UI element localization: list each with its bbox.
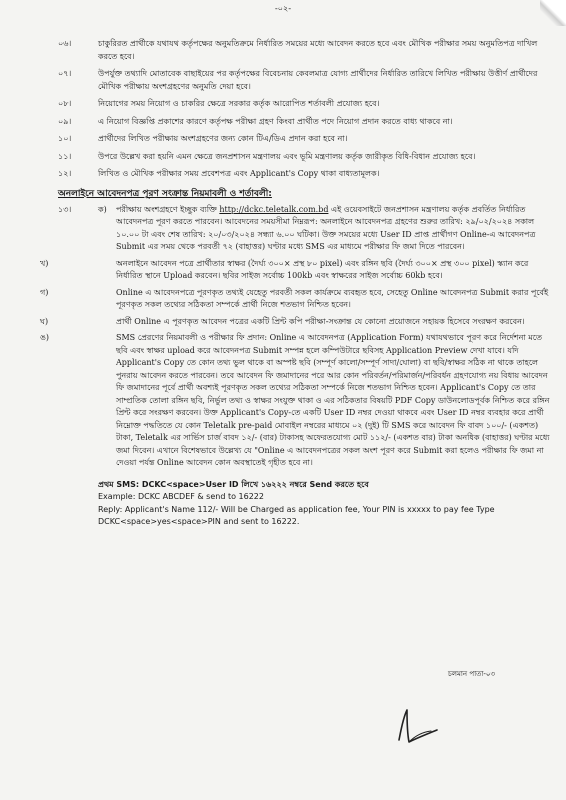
section-heading: অনলাইনে আবেদনপত্র পূরণ সংক্রান্ত নিয়মাবলী ও শর্তাবলী: bbox=[58, 188, 272, 199]
item-number: ১২। bbox=[58, 169, 72, 178]
sub-item-text-part: এই ওয়েবসাইটে জনপ্রশাসন মন্ত্রণালয় কর্তৃক প্রবর্তিত নির্ধারিত আবেদনপত্র পূরণ করতে পারবেন। আবেদনের সময়সীমা নিম্নরূপ: অনলাইনে আবেদনপত্র গ্রহণের শুরুর তারিখ: ২৯/০২/২০২৪ সকাল ১০.০০ টা এবং শেষ তারিখ: ২০/০৩/২০২৪ সন্ধ্যা ৬.০০ ঘটিকা। উক্ত সময়ের মধ্যে User ID প্রাপ্ত প্রার্থীগণ Online-এ আবেদনপত্র Submit এর সময় থেকে পরবর্তী ৭২ (বাহাত্তর) ঘণ্টার মধ্যে SMS এর মাধ্যমে পরীক্ষার ফি জমা দিতে পারবেন। bbox=[116, 204, 536, 251]
section-item bbox=[40, 204, 556, 474]
item-number: ০৮। bbox=[58, 99, 72, 108]
item-number: ০৯। bbox=[58, 116, 72, 126]
list-item bbox=[58, 116, 556, 129]
sub-item bbox=[40, 316, 556, 329]
sub-item-marker: ক) bbox=[98, 204, 107, 214]
item-text: উপর্যুক্ত তথ্যাদি মোতাবেক বাছাইয়ের পর কর্তৃপক্ষের বিবেচনায় কেবলমাত্র যোগ্য প্রার্থীদের নির্ধারিত তারিখে লিখিত পরীক্ষায় উত্তীর্ণ প্রার্থীদের মৌখিক পরীক্ষায় অংশগ্রহণের অনুমতি দেয়া হবে। bbox=[98, 69, 538, 91]
list-item bbox=[58, 38, 556, 63]
first-sms-instruction: প্রথম SMS: DCKC<space>User ID লিখে ১৬২২২ নম্বরে Send করতে হবে bbox=[98, 479, 369, 489]
sub-item-marker: ঙ) bbox=[40, 333, 49, 342]
sub-item-marker: ঘ) bbox=[40, 316, 49, 326]
sms-example: Example: DCKC ABCDEF & send to 16222 bbox=[98, 492, 264, 501]
sms-reply: Reply: Applicant's Name 112/- Will be Charged as application fee, Your PIN is xxxxx to pay fee Type DCKC<space>yes<space>PIN and sent to 16222. bbox=[98, 504, 495, 526]
sub-item-text: SMS প্রেরণের নিয়মাবলী ও পরীক্ষার ফি প্রদান: Online এ আবেদনপত্র (Application Form) যথাযথভাবে পূরণ করে নির্দেশনা মতে ছবি এবং স্বাক্ষর upload করে আবেদনপত্র Submit সম্পন্ন হলে কম্পিউটারে ছবিসহ Application Preview দেখা যাবে। যদি Applicant's Copy তে কোন তথ্য ভুল থাকে বা অস্পষ্ট ছবি (সম্পূর্ণ কালো/সম্পূর্ণ সাদা/ঘোলা) বা ছবি/স্বাক্ষর সঠিক না থাকে তাহলে পুনরায় আবেদন করতে পারবেন। তবে আবেদন ফি জমাদানের পরে আর কোন পরিবর্তন/পরিমার্জন/পরিবর্ধন গ্রহণযোগ্য নয় বিধায় আবেদন ফি জমাদানের পূর্বে প্রার্থী অবশ্যই পূরণকৃত সকল তথ্যের সঠিকতা সম্পর্কে নিজে শতভাগ নিশ্চিত হবেন। Applicant's Copy তে তার সাম্প্রতিক তোলা রঙ্গিন ছবি, নির্ভুল তথ্য ও স্বাক্ষর সংযুক্ত থাকা ও এর সঠিকতার বিষয়টি PDF Copy ডাউনলোডপূর্বক নিশ্চিত করে রঙ্গিন প্রিন্ট করে সংরক্ষণ করবেন। উক্ত Applicant's Copy-তে একটি User ID নম্বর দেওয়া থাকবে এবং User ID নম্বর ব্যবহার করে প্রার্থী নিম্নোক্ত পদ্ধতিতে যে কোন Teletalk pre-paid মোবাইল নম্বরের মাধ্যমে ০২ (দুই) টি SMS করে আবেদন ফি বাবদ ১০০/- (একশত) টাকা, Teletalk এর সার্ভিস চার্জ বাবদ ১২/- (বার) টাকাসহ অফেরতযোগ্য মোট ১১২/- (একশত বার) টাকা অনধিক (বাহাত্তর) ঘণ্টার মধ্যে জমা দিবেন। এখানে বিশেষভাবে উল্লেখ্য যে "Online এ আবেদনপত্রের সকল অংশ পূরণ করে Submit করা হলেও পরীক্ষার ফি জমা না দেওয়া পর্যন্ত Online আবেদন কোন অবস্থাতেই গৃহীত হবে না। bbox=[116, 333, 550, 467]
list-item bbox=[58, 151, 556, 164]
document-body bbox=[40, 38, 556, 529]
continued-page-note: চলমান পাতা-০৩ bbox=[448, 670, 496, 678]
sub-item bbox=[40, 258, 556, 283]
item-number: ১১। bbox=[58, 151, 72, 161]
item-text: এ নিয়োগ বিজ্ঞপ্তি প্রকাশের কারণে কর্তৃপক্ষ পরীক্ষা গ্রহণ কিংবা প্রার্থীত পদে নিয়োগ প্রদান করতে বাধ্য থাকবে না। bbox=[98, 116, 453, 126]
list-item bbox=[58, 68, 556, 93]
signature-image bbox=[395, 704, 439, 746]
sub-item-text: প্রার্থী Online এ পূরণকৃত আবেদন পত্রের একটি প্রিন্ট কপি পরীক্ষা-সংক্রান্ত যে কোনো প্রয়োজনে সহায়ক হিসেবে সংরক্ষণ করবেন। bbox=[116, 316, 525, 326]
sub-item-text: অনলাইনে আবেদন পত্রে প্রার্থীতার স্বাক্ষর (দৈর্ঘ্য ৩০০× প্রস্থ ৮০ pixel) এবং রঙ্গিন ছবি (দৈর্ঘ্য ৩০০× প্রস্থ ৩০০ pixel) স্ক্যান করে নির্ধারিত স্থানে Upload করবেন। ছবির সাইজ সর্বোচ্চ 100kb এবং স্বাক্ষরের সাইজ সর্বোচ্চ 60kb হবে। bbox=[116, 258, 529, 280]
item-text: প্রার্থীদের লিখিত পরীক্ষায় অংশগ্রহণের জন্য কোন টিএ/ডিএ প্রদান করা হবে না। bbox=[98, 134, 348, 143]
item-text: চাকুরিরত প্রার্থীকে যথাযথ কর্তৃপক্ষের অনুমতিক্রমে নির্ধারিত সময়ের মধ্যে আবেদন করতে হবে এবং মৌখিক পরীক্ষার সময় অনুমতিপত্র দাখিল করতে হবে। bbox=[98, 39, 538, 61]
sub-item-text bbox=[116, 204, 556, 254]
sub-item bbox=[98, 204, 556, 254]
sub-item-text: Online এ আবেদনপত্রে পূরণকৃত তথ্যই যেহেতু পরবর্তী সকল কার্যক্রমে ব্যবহৃত হবে, সেহেতু Online আবেদনপত্র Submit করার পূর্বেই পূরণকৃত সকল তথ্যের সঠিকতা সম্পর্কে প্রার্থী নিজে শতভাগ নিশ্চিত হবেন। bbox=[116, 287, 549, 309]
item-text: উপরে উল্লেখ করা হয়নি এমন ক্ষেত্রে জনপ্রশাসন মন্ত্রণালয় এবং ভূমি মন্ত্রণালয় কর্তৃক জারীকৃত বিধি-বিধান প্রযোজ্য হবে। bbox=[98, 151, 476, 161]
sub-item-marker: খ) bbox=[40, 258, 49, 268]
website-link[interactable]: http://dckc.teletalk.com.bd bbox=[219, 204, 329, 214]
item-text: লিখিত ও মৌখিক পরীক্ষার সময় প্রবেশপত্র এবং Applicant's Copy থাকা বাধ্যতামূলক। bbox=[98, 169, 380, 178]
sub-item-marker: গ) bbox=[40, 287, 49, 297]
sub-item bbox=[40, 332, 556, 470]
item-number: ০৬। bbox=[58, 39, 72, 48]
item-text: নিয়োগের সময় নিয়োগ ও চাকরির ক্ষেত্রে সরকার কর্তৃক আরোপিত শর্তাবলী প্রযোজ্য হবে। bbox=[98, 99, 380, 108]
list-item bbox=[58, 98, 556, 111]
list-item bbox=[58, 133, 556, 146]
item-number: ০৭। bbox=[58, 69, 72, 78]
page-number: -০২- bbox=[274, 4, 292, 13]
item-number: ১০। bbox=[58, 134, 72, 143]
item-number: ১৩। bbox=[58, 204, 72, 214]
sub-item-text-part: পরীক্ষায় অংশগ্রহণে ইচ্ছুক ব্যক্তি bbox=[116, 204, 217, 214]
list-item bbox=[58, 168, 556, 181]
sub-item bbox=[40, 287, 556, 312]
